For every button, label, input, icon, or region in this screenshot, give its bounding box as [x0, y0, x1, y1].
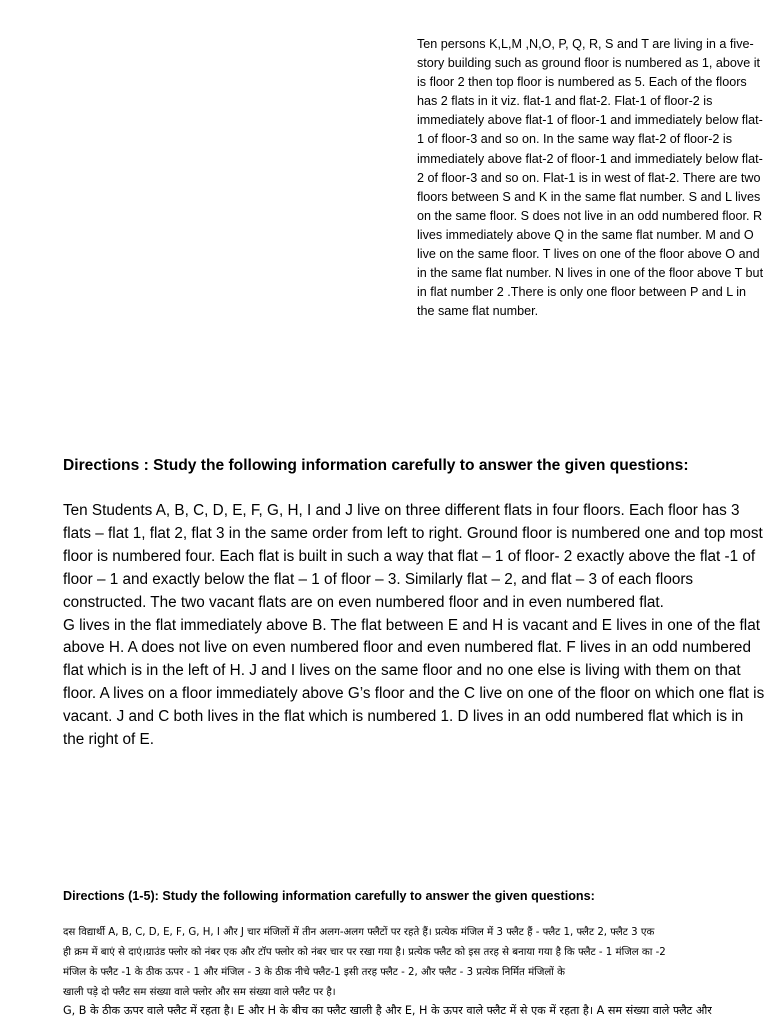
students-puzzle-paragraph	[63, 500, 768, 752]
directions-heading: Directions : Study the following information carefully to answer the given questions:	[63, 457, 689, 474]
students-puzzle-text: Ten Students A, B, C, D, E, F, G, H, I and J live on three different flats in four floors. Each floor has 3 flats – flat 1, flat 2, flat 3 in the same order from left to right. Ground floor is numbered one and top most floor is numbered four. Each flat is built in such a way that flat – 1 of floor- 2 exactly above the flat -1 of floor – 1 and exactly below the flat – 1 of floor – 3. Similarly flat – 2, and flat – 3 of each floors constructed. The two vacant flats are on even numbered floor and in even numbered flat. G lives in the flat immediately above B. The flat between E and H is vacant and E lives in one of the flat above H. A does not live on even numbered floor and even numbered flat. F lives in an odd numbered flat which is in the left of H. J and I lives on the same floor and no one else is living with them on that floor. A lives on a floor immediately above G’s floor and the C live on one of the floor on which one flat is vacant. J and C both lives in the flat which is numbered 1. D lives in an odd numbered flat which is in the right of E.	[63, 502, 765, 749]
hindi-text-line: मंजिल के फ्लैट -1 के ठीक ऊपर - 1 और मंजिल - 3 के ठीक नीचे फ्लैट-1 इसी तरह फ्लैट - 2, और फ्लैट - 3 प्रत्येक निर्मित मंजिलों के	[63, 967, 565, 978]
hindi-text-line: दस विद्यार्थी A, B, C, D, E, F, G, H, I और J चार मंजिलों में तीन अलग-अलग फ्लैटों पर रहते हैं। प्रत्येक मंजिल में 3 फ्लैट हैं - फ्लैट 1, फ्लैट 2, फ्लैट 3 एक	[63, 927, 655, 938]
directions-1-5-heading: Directions (1-5): Study the following information carefully to answer the given questions:	[63, 889, 595, 903]
hindi-text-line: ही क्रम में बाएं से दाएं।ग्राउंड फ्लोर को नंबर एक और टॉप फ्लोर को नंबर चार पर रखा गया है। प्रत्येक फ्लैट को इस तरह से बनाया गया है कि फ्लैट - 1 मंजिल का -2	[63, 947, 666, 958]
building-puzzle-paragraph: Ten persons K,L,M ,N,O, P, Q, R, S and T are living in a five-story building such as ground floor is numbered as 1, above it is floor 2 then top floor is numbered as 5. Each of the floors has 2 flats in it viz. flat-1 and flat-2. Flat-1 of floor-2 is immediately above flat-1 of floor-1 and immediately below flat-1 of floor-3 and so on. In the same way flat-2 of floor-2 is immediately above flat-2 of floor-1 and immediately below flat-2 of floor-3 and so on. Flat-1 is in west of flat-2. There are two floors between S and K in the same flat number. S and L lives on the same floor. S does not live in an odd numbered floor. R lives immediately above Q in the same flat number. M and O live on the same floor. T lives on one of the floor above O and in the same flat number. N lives in one of the floor above T but in flat number 2 .There is only one floor between P and L in the same flat number.	[417, 37, 764, 319]
hindi-text-line: G, B के ठीक ऊपर वाले फ्लैट में रहता है। E और H के बीच का फ्लैट खाली है और E, H के ऊपर वाले फ्लैट में से एक में रहता है। A सम संख्या वाले फ्लैट और	[63, 1004, 712, 1017]
hindi-text-line: खाली पड़े दो फ्लैट सम संख्या वाले फ्लोर और सम संख्या वाले फ्लैट पर है।	[63, 987, 336, 998]
